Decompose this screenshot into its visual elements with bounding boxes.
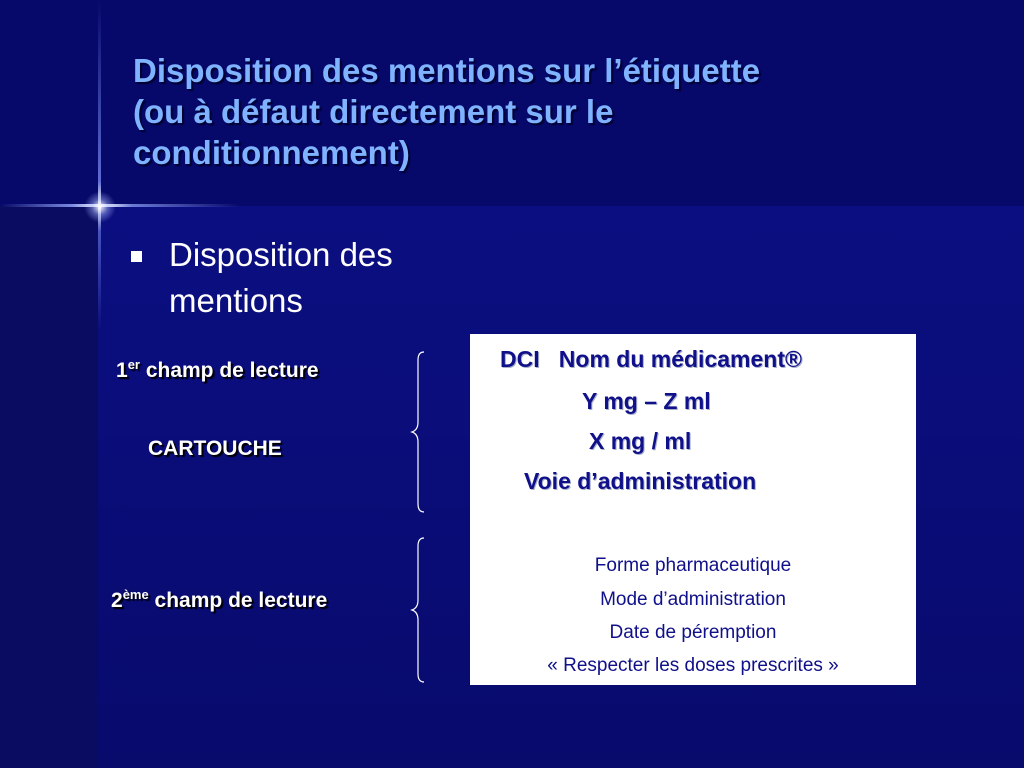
- slide-title: [133, 50, 973, 173]
- cartouche-label: CARTOUCHE: [148, 437, 282, 460]
- bullet-line: mentions: [169, 282, 303, 319]
- ordinal-number: 2: [111, 589, 123, 612]
- bullet-line: Disposition des: [169, 236, 393, 273]
- sparkle-icon: [84, 191, 116, 223]
- ordinal-suffix: er: [127, 357, 140, 372]
- label-primary-line: Y mg – Z ml: [582, 388, 711, 414]
- square-bullet-icon: [131, 251, 142, 262]
- label-secondary-line: Mode d’administration: [600, 589, 786, 610]
- left-band: [0, 206, 98, 768]
- label-primary-line: Voie d’administration: [524, 468, 757, 494]
- field-label-text: champ de lecture: [148, 589, 328, 612]
- label-primary-line: DCI Nom du médicament®: [500, 346, 802, 372]
- bullet-text: [169, 232, 499, 324]
- label-secondary-line: Forme pharmaceutique: [594, 555, 792, 576]
- title-line: conditionnement): [133, 134, 410, 171]
- ordinal-number: 1: [116, 359, 128, 382]
- field-label-text: champ de lecture: [139, 359, 319, 382]
- label-secondary-line: « Respecter les doses prescrites »: [547, 655, 839, 676]
- title-line: Disposition des mentions sur l’étiquette: [133, 52, 761, 89]
- curly-brace-icon: [406, 534, 432, 686]
- title-line: (ou à défaut directement sur le: [133, 93, 614, 130]
- decorative-horizontal-line: [0, 204, 240, 207]
- label-box: [470, 334, 916, 685]
- decorative-vertical-line: [98, 0, 101, 330]
- second-reading-field-label: [111, 587, 327, 613]
- first-reading-field-label: [116, 357, 319, 383]
- curly-brace-icon: [406, 348, 432, 516]
- label-secondary-line: Date de péremption: [609, 622, 777, 643]
- ordinal-suffix: ème: [122, 587, 149, 602]
- label-primary-line: X mg / ml: [589, 428, 692, 454]
